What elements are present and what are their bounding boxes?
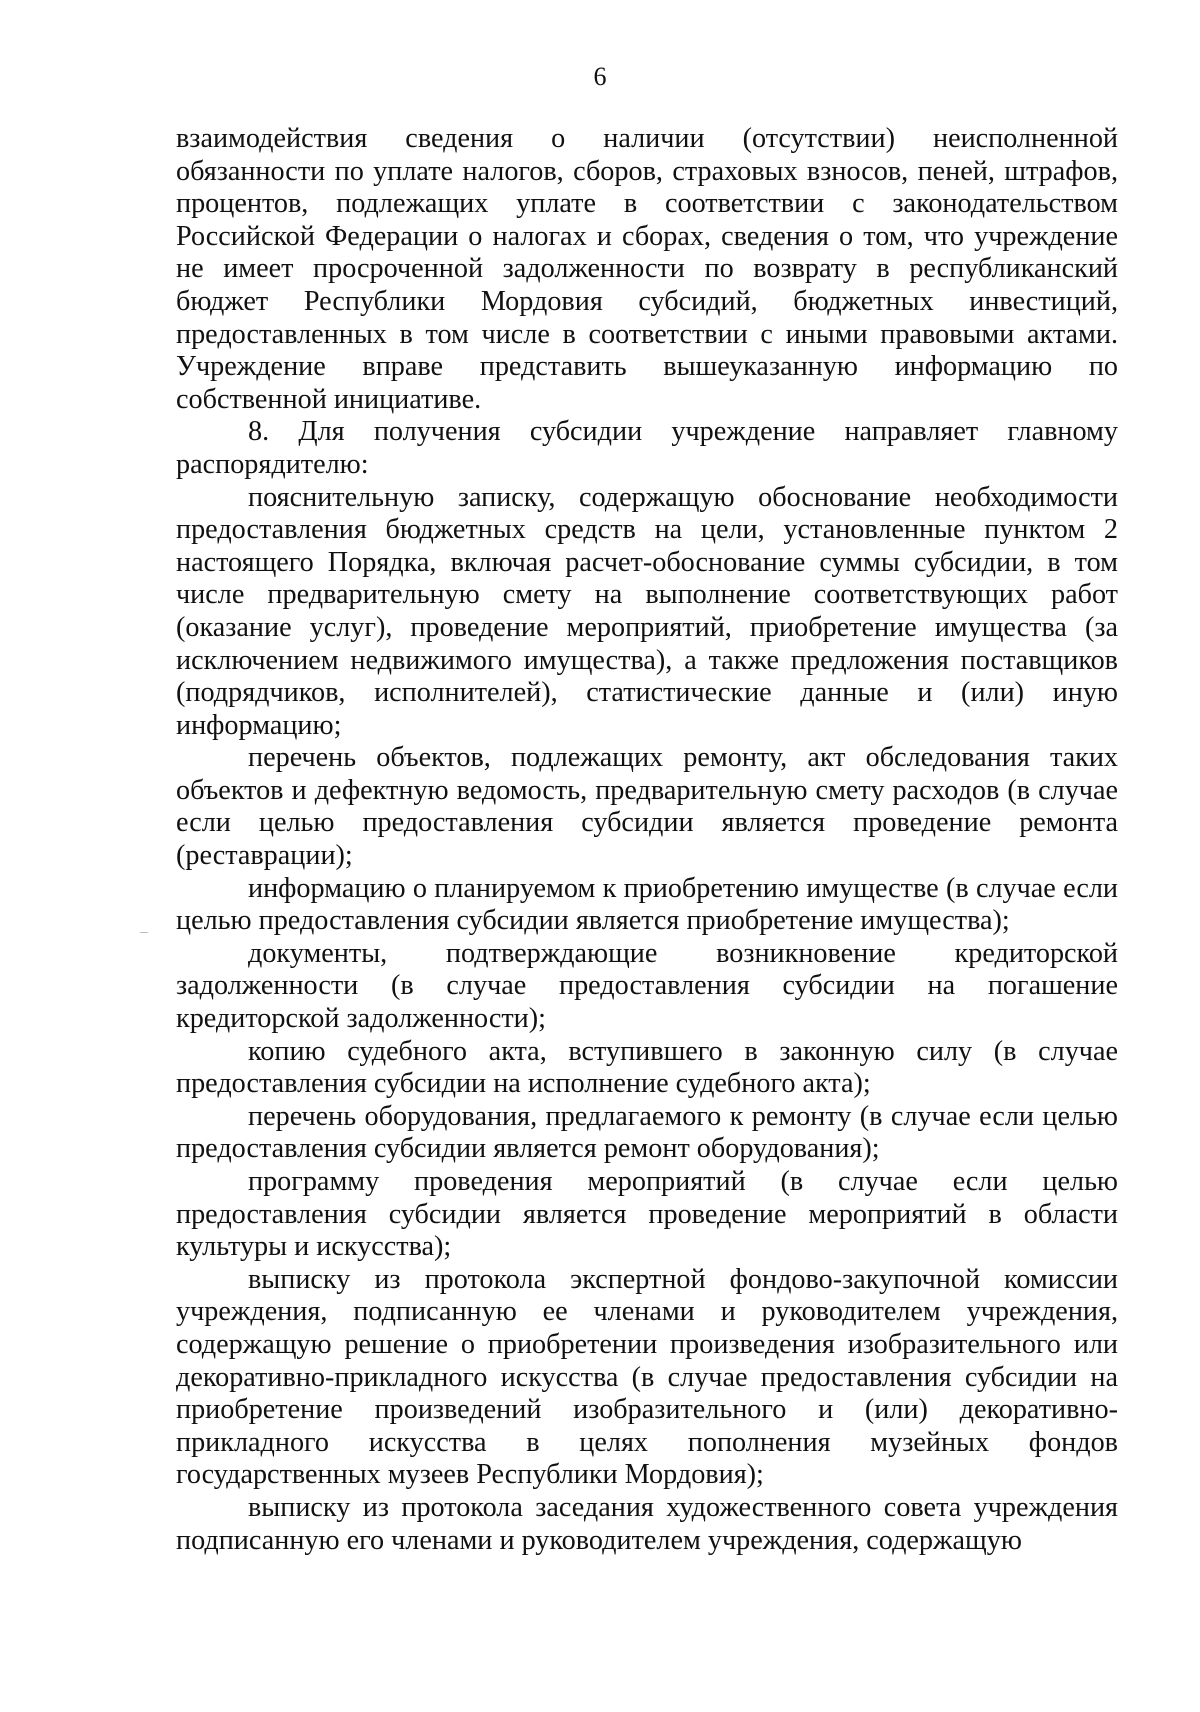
paragraph-event-program: программу проведения мероприятий (в случае если целью предоставления субсидии является проведение мероприятий в области культуры и искусства); bbox=[176, 1166, 1118, 1263]
paragraph-equipment-list: перечень оборудования, предлагаемого к ремонту (в случае если целью предоставления субсидии является ремонт оборудования); bbox=[176, 1100, 1118, 1165]
paragraph-purchase-commission: выписку из протокола экспертной фондово-закупочной комиссии учреждения, подписанную ее членами и руководителем учреждения, содержащую решение о приобретении произведения изобразительного или декоративно-прикладного искусства (в случае предоставления субсидии на приобретение произведений изобразительного и (или) декоративно-прикладного искусства в целях пополнения музейных фондов государственных музеев Республики Мордовия); bbox=[176, 1263, 1118, 1491]
paragraph-court-act: копию судебного акта, вступившего в законную силу (в случае предоставления субсидии на исполнение судебного акта); bbox=[176, 1035, 1118, 1100]
paragraph-explanatory-note: пояснительную записку, содержащую обоснование необходимости предоставления бюджетных средств на цели, установленные пунктом 2 настоящего Порядка, включая расчет-обоснование суммы субсидии, в том числе предварительную смету на выполнение соответствующих работ (оказание услуг), проведение мероприятий, приобретение имущества (за исключением недвижимого имущества), а также предложения поставщиков (подрядчиков, исполнителей), статистические данные и (или) иную информацию; bbox=[176, 481, 1118, 741]
paragraph-continuation: взаимодействия сведения о наличии (отсутствии) неисполненной обязанности по уплате налогов, сборов, страховых взносов, пеней, штрафов, процентов, подлежащих уплате в соответствии с законодательством Российской Федерации о налогах и сборах, сведения о том, что учреждение не имеет просроченной задолженности по возврату в республиканский бюджет Республики Мордовия субсидий, бюджетных инвестиций, предоставленных в том числе в соответствии с иными правовыми актами. Учреждение вправе представить вышеуказанную информацию по собственной инициативе. bbox=[176, 123, 1118, 415]
paragraph-art-council: выписку из протокола заседания художественного совета учреждения подписанную его членами и руководителем учреждения, содержащую bbox=[176, 1491, 1118, 1556]
paragraph-item-8: 8. Для получения субсидии учреждение направляет главному распорядителю: bbox=[176, 416, 1118, 480]
scan-artifact bbox=[140, 932, 148, 933]
document-body bbox=[176, 123, 1118, 1557]
paragraph-property-info: информацию о планируемом к приобретению имуществе (в случае если целью предоставления субсидии является приобретение имущества); bbox=[176, 872, 1118, 937]
page-number: 6 bbox=[593, 62, 607, 91]
paragraph-repair-objects: перечень объектов, подлежащих ремонту, акт обследования таких объектов и дефектную ведомость, предварительную смету расходов (в случае если целью предоставления субсидии является проведение ремонта (реставрации); bbox=[176, 742, 1118, 872]
paragraph-debt-documents: документы, подтверждающие возникновение кредиторской задолженности (в случае предоставления субсидии на погашение кредиторской задолженности); bbox=[176, 937, 1118, 1035]
